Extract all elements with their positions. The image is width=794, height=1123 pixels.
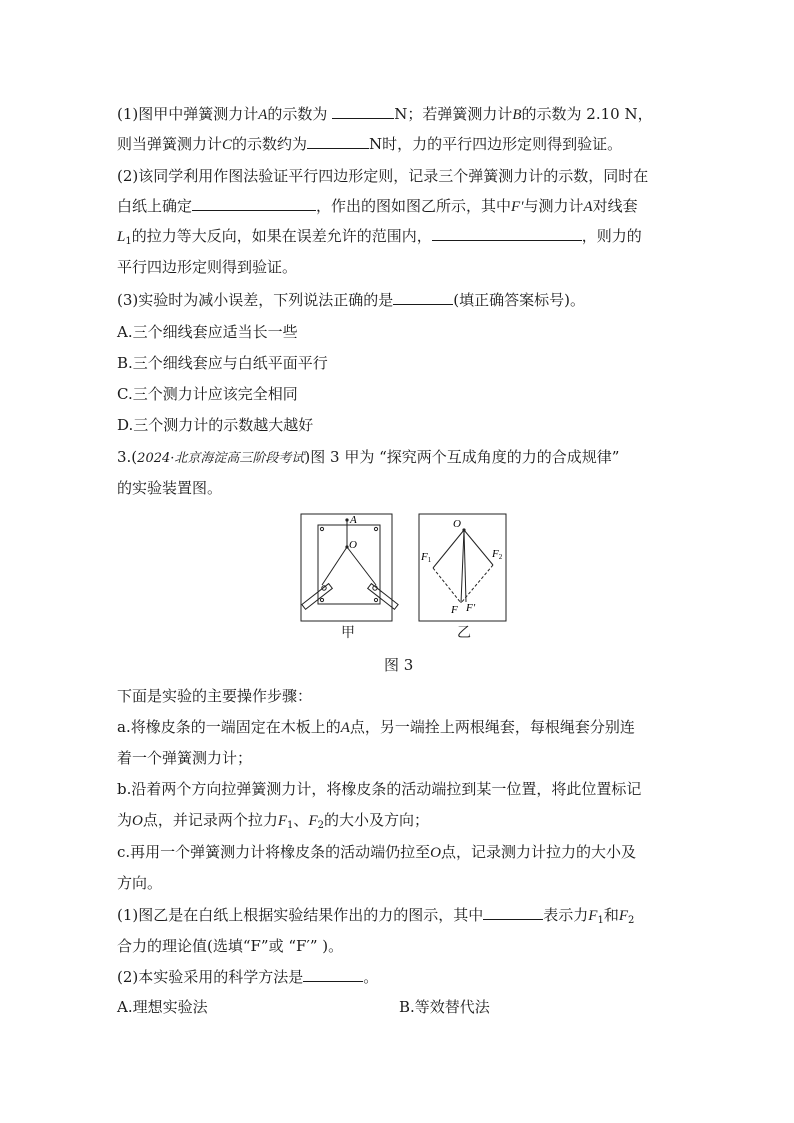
force-f1-label: F1 [421,551,432,564]
step-a-line1: a.将橡皮条的一端固定在木板上的A点，另一端拴上两根绳套，每根绳套分别连 [117,718,635,736]
steps-title: 下面是实验的主要操作步骤： [117,687,313,705]
force-f2-label: F2 [492,548,503,561]
spring-scale-right [368,584,398,610]
option-a: A.三个细线套应适当长一些 [117,323,298,341]
answer-blank[interactable] [307,134,369,149]
option-c: C.三个测力计应该完全相同 [117,385,298,403]
force-fprime-label: F′ [466,602,476,614]
q3-stem-line2: 的实验装置图。 [117,479,223,497]
step-c-line2: 方向。 [117,874,163,892]
q2-part2-line3: $L_1$的拉力等大反向，如果在误差允许的范围内， ，则力的 [117,227,642,247]
point-a-label: A [350,514,357,526]
step-a-line2: 着一个弹簧测力计； [117,749,253,767]
q2-part3: (3)实验时为减小误差，下列说法正确的是 (填正确答案标号)。 [117,291,585,309]
figure-3 [300,513,520,643]
option-b: B.三个细线套应与白纸平面平行 [117,354,328,372]
q2-part1-line2: 则当弹簧测力计C的示数约为 N时，力的平行四边形定则得到验证。 [117,135,623,153]
choice-a: A.理想实验法 [117,998,208,1016]
answer-blank[interactable] [432,226,582,241]
point-o-label-yi: O [453,518,461,530]
choice-b: B.等效替代法 [399,998,490,1016]
q3-sub1-line1: (1)图乙是在白纸上根据实验结果作出的力的图示，其中 表示力$F_1$和$F_2$ [117,906,635,926]
figure-jia-caption: 甲 [341,625,355,641]
q3-sub2: (2)本实验采用的科学方法是 。 [117,968,379,986]
answer-blank[interactable] [393,290,453,305]
q2-part1-line1: (1)图甲中弹簧测力计A的示数为 N；若弹簧测力计B的示数为 2.10 N， [117,105,653,123]
step-b-line2: 为O点，并记录两个拉力$F_1$、$F_2$的大小及方向； [117,811,429,831]
figure-yi-caption: 乙 [457,625,471,641]
figure-jia-apparatus [301,514,398,621]
q2-part2-line2: 白纸上确定 ，作出的图如图乙所示，其中F′与测力计A对线套 [117,197,638,215]
q2-part2-line1: (2)该同学利用作图法验证平行四边形定则，记录三个弹簧测力计的示数，同时在 [117,167,649,185]
q3-sub1-line2: 合力的理论值(选填“F”或 “F′” )。 [117,937,344,955]
force-f-label: F [451,604,458,616]
q2-part2-line4: 平行四边形定则得到验证。 [117,258,298,276]
option-d: D.三个测力计的示数越大越好 [117,416,314,434]
step-c-line1: c.再用一个弹簧测力计将橡皮条的活动端仍拉至O点，记录测力计拉力的大小及 [117,843,637,861]
figure-caption: 图 3 [384,656,414,674]
answer-blank[interactable] [303,967,363,982]
q3-stem-line1: 3.(2024·北京海淀高三阶段考试)图 3 甲为 “探究两个互成角度的力的合成规律” [117,448,620,466]
answer-blank[interactable] [332,104,394,119]
spring-scale-left [302,584,332,610]
answer-blank[interactable] [483,905,543,920]
answer-blank[interactable] [192,196,316,211]
step-b-line1: b.沿着两个方向拉弹簧测力计，将橡皮条的活动端拉到某一位置，将此位置标记 [117,780,642,798]
point-o-label: O [349,539,357,551]
